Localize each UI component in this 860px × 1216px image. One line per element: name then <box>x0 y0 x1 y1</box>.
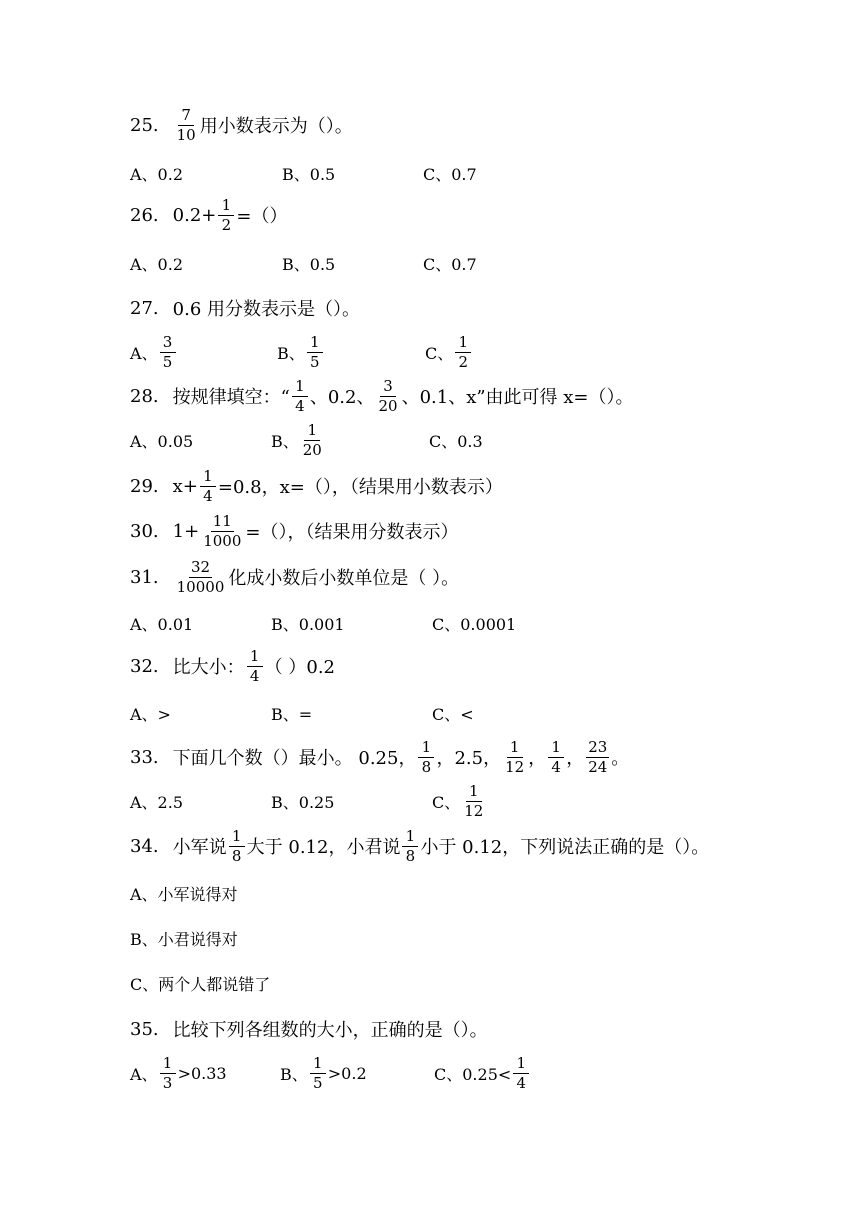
question-33: 33. 下面几个数（）最小。 0.25， $\frac{1}{8}$ ，2.5， $\frac{1}{12}$ ， $\frac{1}{4}$ ， $\frac{23}{24}$ 。 <box>130 737 630 776</box>
fraction: $\frac{1}{20}$ <box>302 420 322 459</box>
option-b: B、 $\frac{1}{5}$ <box>277 332 325 372</box>
fraction: $\frac{7}{10}$ <box>176 105 196 144</box>
option-b: B、0.001 <box>271 614 345 634</box>
question-number: 29. <box>130 475 159 497</box>
question-32: 32. 比大小： $\frac{1}{4}$ （ ）0.2 <box>130 646 335 685</box>
fraction: $\frac{1}{12}$ <box>464 781 484 820</box>
option-c: C、 $\frac{1}{12}$ <box>432 781 484 820</box>
fraction: $\frac{1}{5}$ <box>307 335 323 370</box>
question-number: 28. <box>130 385 159 407</box>
option-a: A、> <box>130 704 171 724</box>
fraction: $\frac{11}{1000}$ <box>203 511 242 550</box>
option-c: C、0.7 <box>423 164 477 184</box>
question-text-pre: 0.2+ <box>172 204 217 226</box>
question-25 <box>130 105 353 145</box>
option-a: A、0.2 <box>130 164 184 184</box>
option-c: C、两个人都说错了 <box>130 974 271 994</box>
question-35: 35. 比较下列各组数的大小，正确的是（）。 <box>130 1018 488 1041</box>
question-text: 0.6 用分数表示是（）。 <box>172 299 360 320</box>
question-29: 29. x+ $\frac{1}{4}$ =0.8，x=（），（结果用小数表示） <box>130 466 503 505</box>
option-c: C、< <box>432 704 474 724</box>
option-a: A、 $\frac{3}{5}$ <box>130 332 178 372</box>
option-c: C、0.3 <box>429 431 483 451</box>
question-number: 31. <box>130 566 159 588</box>
question-34: 34. 小军说 $\frac{1}{8}$ 大于 0.12，小君说 $\frac{1}{8}$ 小于 0.12，下列说法正确的是（）。 <box>130 826 710 865</box>
question-number: 30. <box>130 520 159 542</box>
fraction: $\frac{1}{4}$ <box>247 649 263 684</box>
option-b: B、0.25 <box>271 792 335 812</box>
option-a: A、0.01 <box>130 614 194 634</box>
fraction: $\frac{1}{8}$ <box>418 740 434 775</box>
question-text: 用小数表示为（）。 <box>199 116 353 137</box>
fraction: $\frac{32}{10000}$ <box>176 557 225 596</box>
fraction: $\frac{1}{4}$ <box>200 469 216 504</box>
option-c: C、0.0001 <box>432 614 517 634</box>
option-a: A、0.05 <box>130 431 194 451</box>
question-30: 30. 1+ $\frac{11}{1000}$ =（），（结果用分数表示） <box>130 511 459 550</box>
option-a: A、小军说得对 <box>130 884 238 904</box>
question-31: 31. $\frac{32}{10000}$ 化成小数后小数单位是（ ）。 <box>130 557 460 596</box>
option-b: B、0.5 <box>282 164 336 184</box>
option-c: C、0.25< $\frac{1}{4}$ <box>434 1053 531 1093</box>
fraction: $\frac{1}{3}$ <box>160 1056 176 1091</box>
fraction: $\frac{1}{2}$ <box>218 198 234 233</box>
fraction: $\frac{1}{2}$ <box>455 335 471 370</box>
question-number: 27. <box>130 297 159 319</box>
question-number: 25. <box>130 114 159 136</box>
fraction: $\frac{1}{4}$ <box>548 740 564 775</box>
question-number: 33. <box>130 746 159 768</box>
option-b: B、 $\frac{1}{5}$ >0.2 <box>280 1053 367 1092</box>
option-a: A、0.2 <box>130 254 184 274</box>
fraction: $\frac{23}{24}$ <box>588 737 608 776</box>
option-c: C、 $\frac{1}{2}$ <box>425 332 473 372</box>
question-number: 34. <box>130 835 159 857</box>
question-26 <box>130 195 287 235</box>
option-a: A、 $\frac{1}{3}$ >0.33 <box>130 1053 227 1092</box>
fraction: $\frac{1}{4}$ <box>292 379 308 414</box>
fraction: $\frac{1}{4}$ <box>513 1056 529 1091</box>
fraction: $\frac{1}{5}$ <box>310 1056 326 1091</box>
fraction: $\frac{1}{8}$ <box>402 829 418 864</box>
option-a: A、2.5 <box>130 792 184 812</box>
question-number: 26. <box>130 204 159 226</box>
option-b: B、= <box>271 704 313 724</box>
option-c: C、0.7 <box>423 254 477 274</box>
option-b: B、0.5 <box>282 254 336 274</box>
question-27 <box>130 288 360 328</box>
fraction: $\frac{3}{20}$ <box>378 376 398 415</box>
fraction: $\frac{1}{8}$ <box>229 829 245 864</box>
fraction: $\frac{3}{5}$ <box>160 335 176 370</box>
question-number: 32. <box>130 655 159 677</box>
question-28: 28. 按规律填空：“ $\frac{1}{4}$ 、0.2、 $\frac{3}{20}$ 、0.1、x”由此可得 x=（）。 <box>130 376 634 415</box>
option-b: B、小君说得对 <box>130 929 238 949</box>
fraction: $\frac{1}{12}$ <box>505 737 525 776</box>
question-text-post: =（） <box>236 206 288 227</box>
option-b: B、 $\frac{1}{20}$ <box>271 420 322 459</box>
question-number: 35. <box>130 1018 159 1040</box>
